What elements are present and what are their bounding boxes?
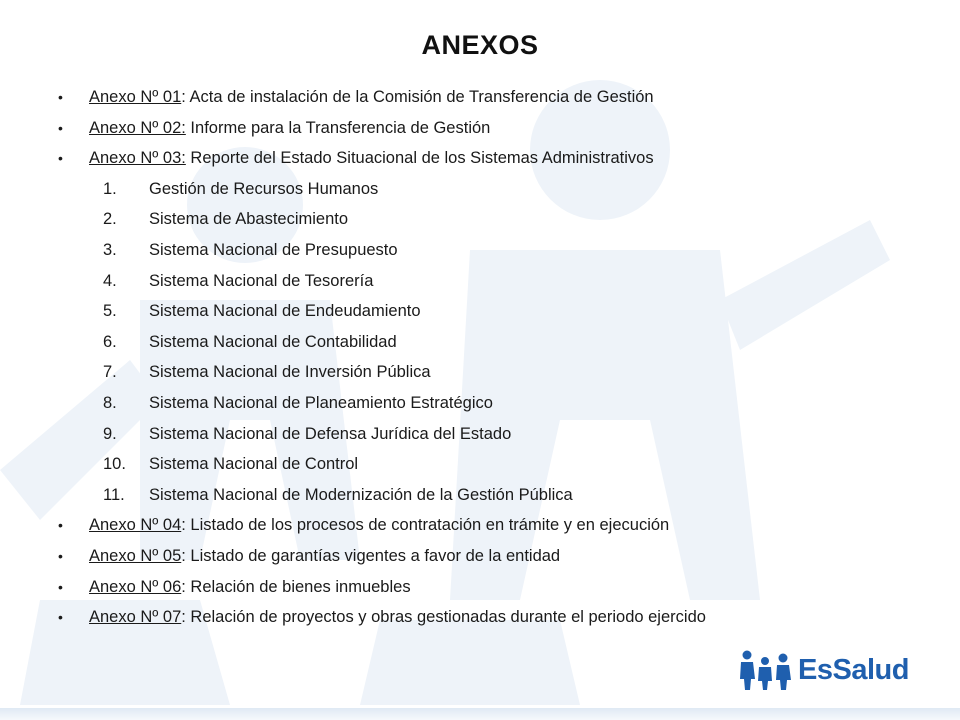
subitem-text: Sistema Nacional de Inversión Pública	[149, 363, 431, 382]
family-figures-icon	[738, 649, 794, 691]
annex-label: Anexo Nº 02:	[89, 118, 186, 137]
numbered-subitem	[0, 204, 960, 235]
bullet-marker: •	[58, 150, 63, 167]
annex-separator: :	[181, 546, 186, 565]
numbered-subitem	[0, 174, 960, 205]
bullet-marker: •	[58, 119, 63, 136]
essalud-logo	[738, 646, 909, 694]
annex-label: Anexo Nº 07	[89, 608, 182, 627]
subitem-text: Sistema Nacional de Defensa Jurídica del Estado	[149, 424, 512, 443]
annex-item-text	[89, 113, 490, 144]
annex-label: Anexo Nº 05	[89, 546, 182, 565]
annex-separator: :	[181, 88, 186, 106]
bullet-marker: •	[58, 89, 63, 105]
bullet-marker: •	[58, 547, 63, 564]
slide-title: ANEXOS	[421, 30, 539, 60]
subitem-text: Sistema Nacional de Endeudamiento	[149, 302, 421, 321]
bullet-marker: •	[58, 517, 63, 534]
annex-label: Anexo Nº 04	[89, 516, 182, 535]
bullet-marker: •	[58, 609, 63, 626]
annex-item	[0, 143, 960, 174]
annex-item	[0, 602, 960, 633]
subitem-text: Sistema Nacional de Planeamiento Estratégico	[149, 393, 493, 412]
annex-description: Listado de garantías vigentes a favor de la entidad	[185, 546, 561, 565]
subitem-number: 3.	[103, 240, 117, 259]
annex-item-text	[89, 510, 669, 541]
annex-label: Anexo Nº 03:	[89, 149, 186, 168]
annex-description: Relación de bienes inmuebles	[185, 577, 411, 596]
annex-item	[0, 113, 960, 144]
subitem-number: 11.	[103, 485, 125, 504]
subitem-number: 6.	[103, 332, 117, 351]
subitem-text: Sistema Nacional de Tesorería	[149, 271, 374, 290]
subitem-number: 1.	[103, 179, 117, 198]
numbered-subitem	[0, 419, 960, 450]
annex-separator: :	[181, 608, 186, 627]
subitem-number: 7.	[103, 363, 117, 382]
annex-label: Anexo Nº 01	[89, 88, 182, 106]
subitem-number: 9.	[103, 424, 117, 443]
annex-item-text	[89, 602, 706, 633]
annex-description: Informe para la Transferencia de Gestión	[185, 118, 491, 137]
footer-band	[0, 708, 960, 720]
annex-item	[0, 510, 960, 541]
annex-item	[0, 82, 960, 113]
subitem-text: Sistema Nacional de Contabilidad	[149, 332, 397, 351]
numbered-subitem	[0, 449, 960, 480]
annex-label: Anexo Nº 06	[89, 577, 182, 596]
subitem-text: Gestión de Recursos Humanos	[149, 179, 379, 198]
subitem-text: Sistema Nacional de Presupuesto	[149, 240, 398, 259]
annex-item	[0, 541, 960, 572]
numbered-subitem	[0, 388, 960, 419]
bullet-marker: •	[58, 578, 63, 595]
annex-item-text	[89, 82, 654, 113]
subitem-text: Sistema Nacional de Modernización de la Gestión Pública	[149, 485, 573, 504]
numbered-subitem	[0, 266, 960, 297]
annex-item-text	[89, 541, 560, 572]
subitem-number: 8.	[103, 393, 117, 412]
numbered-subitem	[0, 327, 960, 358]
subitem-text: Sistema de Abastecimiento	[149, 210, 349, 229]
annex-description: Listado de los procesos de contratación en trámite y en ejecución	[185, 516, 670, 535]
annex-item	[0, 572, 960, 603]
annex-separator: :	[181, 516, 186, 535]
numbered-subitem	[0, 296, 960, 327]
annex-description: Reporte del Estado Situacional de los Sistemas Administrativos	[185, 149, 654, 168]
subitem-text: Sistema Nacional de Control	[149, 455, 359, 474]
logo-text: EsSalud	[798, 653, 909, 686]
annex-description: Relación de proyectos y obras gestionadas durante el periodo ejercido	[185, 608, 706, 627]
annex-separator: :	[181, 577, 186, 596]
annex-list	[0, 82, 960, 633]
numbered-subitem	[0, 235, 960, 266]
subitem-number: 10.	[103, 455, 126, 474]
subitem-number: 5.	[103, 302, 117, 321]
annex-item-text	[89, 143, 654, 174]
annex-description: Acta de instalación de la Comisión de Transferencia de Gestión	[185, 88, 654, 106]
subitem-number: 4.	[103, 271, 117, 290]
numbered-subitem	[0, 480, 960, 511]
numbered-subitem	[0, 357, 960, 388]
annex-item-text	[89, 572, 411, 603]
subitem-number: 2.	[103, 210, 117, 229]
